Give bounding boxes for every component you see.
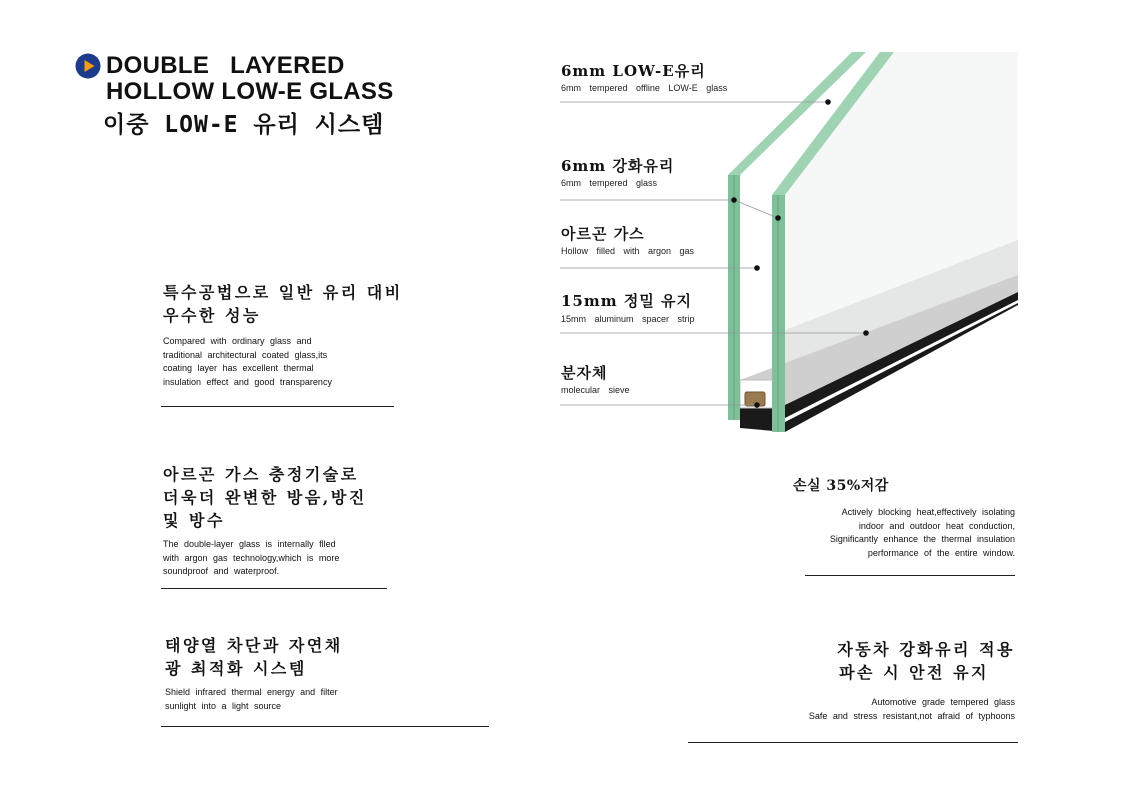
divider [161, 588, 387, 589]
title-en-line2: HOLLOW LOW-E GLASS [106, 78, 394, 105]
feature-block-3 [165, 634, 405, 713]
feature-block-2 [163, 463, 403, 579]
layer-label-argon: 아르곤 가스 Hollow filled with argon gas [561, 225, 695, 256]
layer-label-tempered: 6mm 강화유리 6mm tempered glass [561, 157, 675, 188]
divider [805, 575, 1015, 576]
feature-desc: Actively blocking heat,effectively isolating indoor and outdoor heat conduction, Significantly enhance the thermal insulation performance of the entire window. [829, 507, 1015, 558]
feature-block-5 [720, 638, 1015, 723]
leader-dot [731, 197, 737, 203]
divider [688, 742, 1018, 743]
feature-title: 아르곤 가스 충정기술로 더욱더 완변한 방음,방진 및 방수 [163, 465, 367, 530]
title-ko: 이중 LOW-E 유리 시스템 [103, 112, 385, 138]
feature-title: 자동차 강화유리 적용 파손 시 안전 유지 [837, 640, 1015, 682]
feature-title: 손실 35%저감 [793, 478, 889, 494]
feature-title: 태양열 차단과 자연채 광 최적화 시스템 [165, 636, 343, 678]
feature-block-4 [760, 475, 1015, 560]
leader-dot [754, 402, 760, 408]
layer-label-lowe: 6mm LOW-E유리 6mm tempered offline LOW-E glass [561, 62, 728, 93]
layer-label-spacer: 15mm 정밀 유지 15mm aluminum spacer strip [561, 292, 695, 324]
play-circle-icon [75, 53, 101, 79]
divider [161, 406, 394, 407]
leader-dot [775, 215, 781, 221]
feature-desc: Automotive grade tempered glass Safe and stress resistant,not afraid of typhoons [808, 697, 1015, 721]
feature-desc: Compared with ordinary glass and traditional architectural coated glass,its coating layer has excellent thermal insulation effect and good transparency [163, 336, 332, 387]
layer-label-sieve: 분자체 molecular sieve [561, 364, 630, 395]
leader-dot [754, 265, 760, 271]
leader-dot [825, 99, 831, 105]
leader-dot [863, 330, 869, 336]
feature-desc: Shield infrared thermal energy and filter sunlight into a light source [165, 687, 338, 711]
feature-desc: The double-layer glass is internally flled with argon gas technology,which is more soundproof and waterproof. [163, 539, 340, 576]
feature-title: 특수공법으로 일반 유리 대비 우수한 성능 [163, 283, 403, 325]
title-en-line1: DOUBLE LAYERED [106, 52, 345, 79]
feature-block-1 [163, 281, 403, 389]
divider [161, 726, 489, 727]
